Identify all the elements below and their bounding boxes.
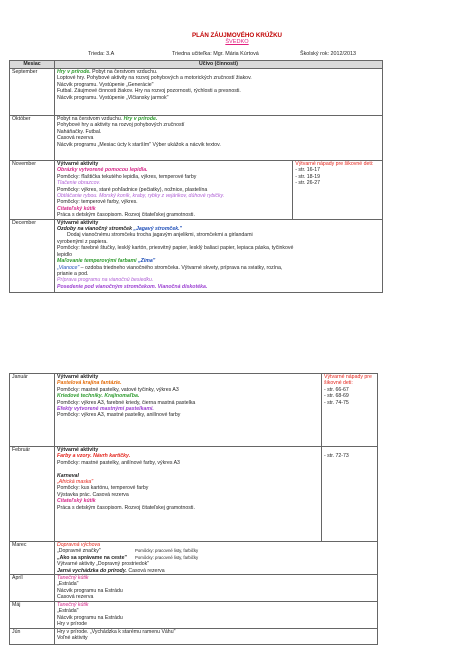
- notes-title: Výtvarné nápady pre šikovné deti:: [324, 374, 372, 387]
- content-cell: [55, 602, 378, 629]
- page-reference: - str. 18-19: [295, 173, 321, 180]
- content-cell: [55, 219, 383, 292]
- content-cell: [55, 374, 322, 447]
- month-cell: Február: [10, 447, 55, 542]
- activity-heading: Kriedové techniky. Krajinomaľba.: [57, 393, 140, 400]
- class-label: Trieda: 3.A: [88, 51, 115, 57]
- activity-line: „Dopravné značky": [57, 548, 101, 555]
- content-cell: [55, 542, 378, 575]
- activity-heading: Posedenie pod vianočným stromčekom. Vianočná diskotéka.: [57, 283, 208, 290]
- table-row-december: [10, 219, 383, 292]
- month-cell: December: [10, 219, 55, 292]
- activity-title: „Africká maska": [57, 479, 94, 486]
- activity-heading: Hry v prírode.: [123, 116, 158, 122]
- plan-table-page2: [9, 373, 378, 645]
- activity-text: Pobyt na čerstvom vzduchu.: [90, 69, 158, 75]
- month-cell: November: [10, 161, 55, 220]
- section-heading: Tanečný kútik: [57, 602, 89, 609]
- school-year-label: Školský rok: 2012/2013: [300, 51, 357, 57]
- table-row-jun: [10, 629, 378, 645]
- month-cell: Jún: [10, 629, 55, 645]
- activity-heading: Čitateľský kútik: [57, 205, 96, 212]
- content-cell: [55, 575, 378, 602]
- teacher-label: Triedna učiteľka: Mgr. Mária Kúrtová: [172, 51, 259, 57]
- page-reference: - str. 26-27: [295, 180, 321, 187]
- month-cell: Máj: [10, 602, 55, 629]
- materials-note: Pomôcky: pracovné listy, farbičky: [135, 548, 199, 554]
- activity-line: „Estráda": [57, 608, 79, 615]
- month-cell: Október: [10, 116, 55, 161]
- section-heading: Výtvarné aktivity: [57, 161, 99, 167]
- plan-table-page1: [9, 60, 383, 293]
- section-heading: Výtvarné aktivity: [57, 447, 99, 453]
- activity-heading: Obtláčanie rybou. Morský koník, kraby, rybky z vejárikov, dúhové rybičky.: [57, 193, 225, 200]
- table-header-row: [10, 61, 383, 69]
- table-row-februar: [10, 447, 378, 542]
- activity-line: prianie a pod.: [57, 270, 89, 277]
- activity-text: Pobyt na čerstvom vzduchu.: [57, 116, 124, 122]
- activity-line: „Ako sa správame na ceste": [57, 554, 127, 561]
- activity-line: Pomôcky: výkres A3, farebné kriedy, čierna mastná pastelka: [57, 399, 196, 406]
- month-cell: September: [10, 69, 55, 116]
- plan-title: PLÁN ZÁUJMOVÉHO KRÚŽKU: [191, 32, 283, 39]
- page-reference: - str. 68-69: [324, 393, 349, 400]
- activity-line: Pomôcky: fľaštička tekutého lepidla, výkres, temperové farby: [57, 173, 197, 180]
- activity-heading: Farby a vzory. Návrh kartičky.: [57, 453, 131, 460]
- activity-title: „Vianoce": [57, 264, 80, 271]
- activity-line: vyrobenými z papiera.: [57, 238, 108, 245]
- content-column-header: Učivo (činnosti): [55, 61, 383, 69]
- activity-heading: Príprava programu na vianočnú besiedku.: [57, 277, 154, 284]
- table-row-oktober: [10, 116, 383, 161]
- activity-heading: Pastelová krajina fantázie.: [57, 380, 122, 387]
- activity-heading: Tlačenie obrazcov.: [57, 180, 101, 187]
- month-cell: Marec: [10, 542, 55, 575]
- activity-line: Pomôcky: výkres, staré pohľadnice (pečiatky), nožnice, plastelína: [57, 186, 208, 193]
- table-row-januar: [10, 374, 378, 447]
- table-row-april: [10, 575, 378, 602]
- activity-heading: Efekty vytvorené mastnými pastelkami.: [57, 406, 154, 413]
- activity-text: – ozdoba triedneho vianočného stromčeka. Výtvarné skvety, príprava na sviatky, rozína,: [79, 264, 283, 271]
- notes-title: Výtvarné nápady pre šikovné deti:: [295, 161, 374, 167]
- activity-heading: Ozdoby na vianočný stromček: [57, 226, 132, 233]
- activity-line: Pomôcky: výkres A3, mastné pastelky, anilínové farby: [57, 412, 181, 419]
- activity-title: „Jagavý stromček.": [131, 226, 182, 233]
- activity-line: Naháňačky. Futbal.: [57, 128, 102, 135]
- month-column-header: Mesiac: [10, 61, 55, 69]
- activity-line: „Estráda": [57, 581, 79, 588]
- page-reference: - str. 74-75: [324, 399, 349, 406]
- month-cell: Január: [10, 374, 55, 447]
- activity-line: Dodaj vianočnému stromčeku trocha jagavým anjelikmi, stromčekmi a girlandami: [67, 232, 253, 239]
- activity-line: Časová rezerva: [57, 135, 94, 142]
- table-row-september: [10, 69, 383, 116]
- notes-cell: [322, 447, 378, 542]
- month-cell: Apríl: [10, 575, 55, 602]
- page-reference: - str. 66-67: [324, 386, 349, 393]
- activity-text: Časová rezerva: [126, 567, 165, 574]
- section-heading: Tanečný kútik: [57, 575, 89, 582]
- activity-line: Pomôcky: kus kartónu, temperové farby: [57, 485, 149, 492]
- table-row-november: [10, 161, 383, 220]
- content-cell: [55, 69, 383, 116]
- activity-line: Pomôcky: farebné štučky, lesklý kartón, priesvitný papier, lesklý baliaci papier, lepiaca páska, tyčinkové: [57, 245, 294, 252]
- activity-heading: Čitateľský kútik: [57, 498, 96, 505]
- activity-heading: Jarná vychádzka do prírody.: [57, 567, 127, 574]
- section-heading: Výtvarné aktivity: [57, 374, 99, 380]
- activity-line: Nácvik programu „Mesiac úcty k starším" Výber ukážok a nácvik textov.: [57, 141, 221, 148]
- activity-line: Loptové hry. Pohybové aktivity na rozvoj pohybových a motorických zručností žiakov.: [57, 75, 252, 82]
- content-cell: [55, 447, 322, 542]
- activity-line: Výstavka prác. Časová rezerva: [57, 491, 129, 498]
- activity-line: Práca s detským časopisom. Rozvoj čitateľskej gramotnosti.: [57, 504, 195, 511]
- activity-title: „Zima": [138, 258, 156, 265]
- activity-line: Hry v prírode: [57, 621, 87, 628]
- table-row-maj: [10, 602, 378, 629]
- activity-line: Voľné aktivity: [57, 635, 88, 642]
- activity-line: Futbal. Záujmové činnosti žiakov. Hry na rozvoj pozornosti, rýchlosti a presnosti.: [57, 88, 241, 95]
- notes-cell: [293, 161, 383, 220]
- activity-line: Nácvik programu. Vystúpenie „Vlčiansky jarmok": [57, 94, 169, 101]
- activity-line: lepidlo: [57, 251, 72, 258]
- notes-cell: [322, 374, 378, 447]
- plan-subtitle: ŠVEDKO: [225, 39, 249, 45]
- activity-heading: Hry v prírode.: [57, 69, 91, 75]
- page-reference: - str. 16-17: [295, 167, 321, 174]
- content-cell: [55, 161, 293, 220]
- section-heading: Dopravná výchova: [57, 542, 100, 548]
- activity-heading: Karneval: [57, 472, 79, 479]
- activity-line: Pomôcky: temperové farby, výkres.: [57, 199, 138, 206]
- activity-line: Pohybové hry a aktivity na rozvoj pohybových zručností: [57, 122, 185, 129]
- table-row-marec: [10, 542, 378, 575]
- activity-line: Nácvik programu na Estrádu: [57, 587, 123, 594]
- activity-line: Hry v prírode. „Vychádzka k starému ramenu Váhu": [57, 629, 176, 636]
- materials-note: Pomôcky: pracovné listy, farbičky: [135, 554, 199, 560]
- activity-line: Pomôcky: mastné pastelky, anilínové farby, výkres A3: [57, 459, 180, 466]
- activity-heading: Maľovanie temperovými farbami: [57, 258, 139, 265]
- activity-line: Nácvik programu. Vystúpenie „Generácie": [57, 81, 154, 88]
- activity-line: Nácvik programu na Estrádu: [57, 614, 123, 621]
- activity-line: Časová rezerva: [57, 594, 94, 601]
- activity-line: Výtvarné aktivity „Dopravný prostriedok": [57, 561, 150, 568]
- content-cell: [55, 629, 378, 645]
- activity-line: Práca s detským časopisom. Rozvoj čitateľskej gramotnosti.: [57, 212, 195, 219]
- section-heading: Výtvarné aktivity: [57, 219, 99, 226]
- activity-line: Pomôcky: mastné pastelky, vatové tyčinky, výkres A3: [57, 386, 179, 393]
- activity-heading: Obrázky vytvorené pomocou lepidla.: [57, 167, 148, 174]
- page-reference: - str. 72-73: [324, 453, 349, 459]
- content-cell: [55, 116, 383, 161]
